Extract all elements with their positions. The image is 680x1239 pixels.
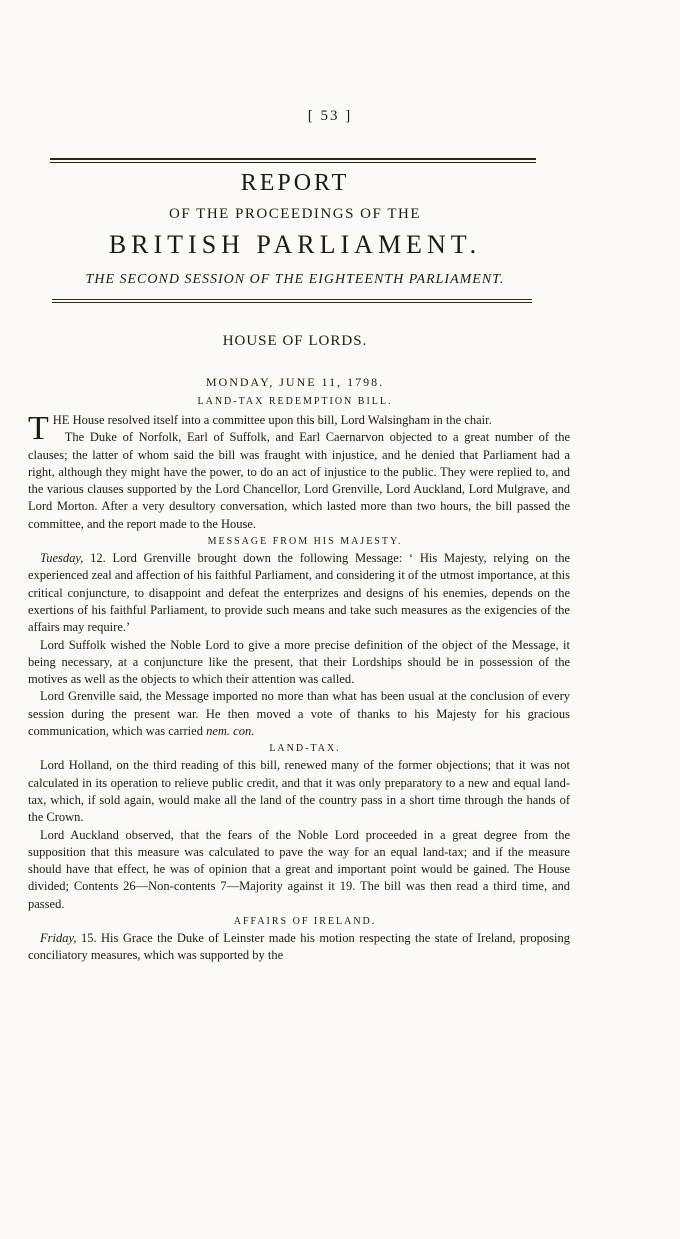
paragraph-5-italic: nem. con. (206, 724, 255, 739)
top-double-rule (50, 158, 536, 163)
proceedings-line: OF THE PROCEEDINGS OF THE (169, 206, 421, 222)
house-heading: HOUSE OF LORDS. (222, 333, 368, 349)
date-line: MONDAY, JUNE 11, 1798. (205, 375, 385, 389)
report-title: REPORT (240, 170, 350, 196)
paragraph-4: Lord Suffolk wished the Noble Lord to give a more precise definition of the object of the Message, it being necessary, at a conjuncture like the present, that their Lordships should be in possession of the motives as well as the objects to which their attention was called. (28, 637, 570, 687)
paragraph-5-text: Lord Grenville said, the Message imported no more than what has been usual at the conclusion of every session during the present war. He then moved a vote of thanks to his Majesty for his gracious communication, which was carried (28, 689, 570, 739)
message-heading: MESSAGE FROM HIS MAJESTY. (207, 536, 403, 548)
article-body (28, 412, 570, 965)
paragraph-8 (28, 930, 570, 965)
paragraph-5 (28, 688, 570, 740)
paragraph-1 (28, 410, 570, 447)
parliament-title: BRITISH PARLIAMENT. (108, 230, 482, 259)
paragraph-2: The Duke of Norfolk, Earl of Suffolk, and Earl Caernarvon objected to a great number of the clauses; the latter of whom said the bill was fraught with injustice, and he denied that Parliament had a right, although they might have the power, to do an act of injustice to the public. They were replied to, and the various clauses supported by the Lord Chancellor, Lord Grenville, Lord Auckland, Lord Mulgrave, and Lord Morton. After a very desultory conversation, which lasted more than two hours, the bill passed the committee, and the report made to the House. (28, 430, 570, 531)
session-line: THE SECOND SESSION OF THE EIGHTEENTH PARLIAMENT. (85, 272, 505, 287)
paragraph-7: Lord Auckland observed, that the fears of the Noble Lord proceeded in a great degree from the supposition that this measure was calculated to pave the way for an equal land-tax; and if the measure should have that effect, he was of opinion that a great and important point would be gained. The House divided; Contents 26—Non-contents 7—Majority against it 19. The bill was then read a third time, and passed. (28, 827, 570, 911)
section-double-rule (52, 299, 532, 303)
bill-heading: LAND-TAX REDEMPTION BILL. (197, 396, 393, 407)
ireland-heading: AFFAIRS OF IRELAND. (233, 916, 377, 928)
paragraph-3-text: 12. Lord Grenville brought down the following Message: ‘ His Majesty, relying on the experienced zeal and affection of his faithful Parliament, and considering it of the utmost importance, at this critical conjuncture, to disappoint and defeat the enterprizes and designs of his enemies, depends on the exertions of his faithful Parliament, to provide such means and take such measures as the exigencies of the affairs may require.’ (28, 551, 571, 635)
paragraph-3 (28, 550, 570, 636)
paragraph-1-text: HE House resolved itself into a committee upon this bill, Lord Walsingham in the chair. (52, 413, 492, 427)
page-number: [ 53 ] (307, 108, 353, 124)
landtax-heading: LAND-TAX. (269, 743, 341, 755)
paragraph-8-text: 15. His Grace the Duke of Leinster made his motion respecting the state of Ireland, proposing conciliatory measures, which was supported by the (28, 931, 570, 963)
drop-cap: T (28, 410, 49, 447)
paragraph-6: Lord Holland, on the third reading of this bill, renewed many of the former objections; that it was not calculated in its operation to relieve public credit, and that it was only preparatory to a new and equal land-tax, which, if sold again, would make all the land of the country pass in a short time through the hands of the Crown. (28, 758, 570, 825)
paragraph-8-day: Friday, (40, 931, 77, 946)
paragraph-3-day: Tuesday, (40, 551, 84, 566)
